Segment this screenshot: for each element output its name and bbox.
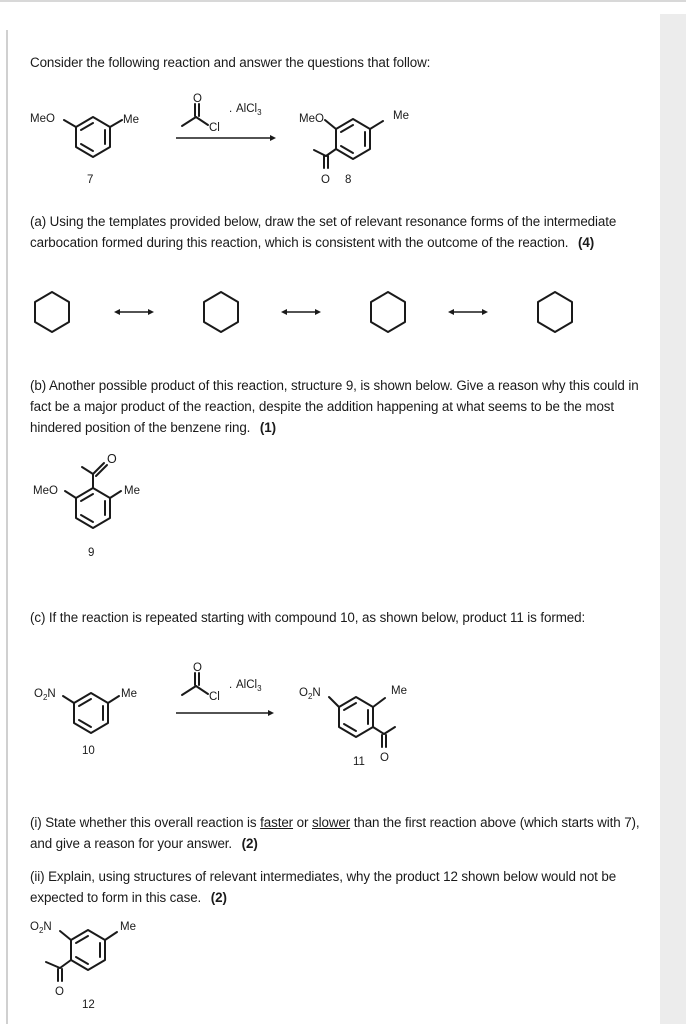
alcl-1-main: AlCl <box>236 103 258 115</box>
part-ci-marks: (2) <box>241 836 258 851</box>
acetyl-2-cl: Cl <box>209 691 220 703</box>
acetyl-chloride-2 <box>182 662 262 703</box>
compound-9 <box>33 452 140 559</box>
compound-12-label: 12 <box>82 999 95 1011</box>
compound-10-o2n <box>34 688 56 702</box>
intro-line: Consider the following reaction and answer the questions that follow: <box>30 55 431 70</box>
compound-12 <box>30 921 136 1011</box>
compound-10-label: 10 <box>82 745 95 757</box>
compound-7-meo: MeO <box>30 113 55 125</box>
compound-9-me: Me <box>124 485 140 497</box>
part-cii-marks: (2) <box>210 890 227 905</box>
part-c-question: (c) If the reaction is repeated starting with compound 10, as shown below, product 11 is formed: <box>30 610 586 625</box>
compound-9-meo: MeO <box>33 485 58 497</box>
reaction-arrow-1 <box>176 135 276 141</box>
resonance-arrow-2 <box>281 309 321 315</box>
part-ci-or: or <box>296 815 309 830</box>
compound-11-o2n <box>299 687 321 701</box>
reaction-arrow-2 <box>176 710 274 716</box>
compound-7-label: 7 <box>87 174 94 186</box>
acetyl-chloride-1 <box>182 93 262 134</box>
resonance-arrow-1 <box>114 309 154 315</box>
acetyl-1-cl: Cl <box>209 122 220 134</box>
compound-12-me: Me <box>120 921 136 933</box>
o2n-11-n: N <box>312 687 321 699</box>
compound-11-me: Me <box>391 685 407 697</box>
part-cii-question: (ii) Explain, using structures of relevant intermediates, why the product 12 shown below would not be expected to form in this case. <box>30 869 617 905</box>
o2n-11-o: O <box>299 687 308 699</box>
acetyl-1-oxygen: O <box>193 93 202 105</box>
compound-11-oxygen: O <box>380 752 389 764</box>
o2n-12-sub: 2 <box>38 926 44 935</box>
part-ci-pre: (i) State whether this overall reaction is <box>30 815 257 830</box>
template-ring-1 <box>35 292 69 332</box>
o2n-10-sub: 2 <box>42 693 48 702</box>
compound-12-oxygen: O <box>55 986 64 998</box>
alcl-2-sub: 3 <box>257 684 262 693</box>
part-a-question: (a) Using the templates provided below, draw the set of relevant resonance forms of the intermediate carbocation formed during this reaction, which is consistent with the outcome of the reaction. <box>30 214 617 250</box>
o2n-10-n: N <box>47 688 56 700</box>
compound-8 <box>299 110 409 186</box>
alcl-1-sub: 3 <box>257 108 262 117</box>
o2n-12-o: O <box>30 921 39 933</box>
compound-10-me: Me <box>121 688 137 700</box>
compound-7 <box>30 113 139 186</box>
alcl-2-main: AlCl <box>236 679 258 691</box>
compound-12-o2n <box>30 921 52 935</box>
part-a-marks: (4) <box>578 235 595 250</box>
reagent-2-alcl <box>236 679 262 693</box>
acetyl-2-oxygen: O <box>193 662 202 674</box>
resonance-arrow-3 <box>448 309 488 315</box>
compound-11-label: 11 <box>353 756 365 768</box>
compound-8-label: 8 <box>345 174 352 186</box>
reagent-2-dot: . <box>229 679 233 691</box>
o2n-12-n: N <box>43 921 52 933</box>
template-ring-4 <box>538 292 572 332</box>
compound-9-oxygen: O <box>107 452 117 466</box>
template-ring-2 <box>204 292 238 332</box>
compound-8-meo: MeO <box>299 113 324 125</box>
compound-10 <box>34 688 137 757</box>
template-ring-3 <box>371 292 405 332</box>
reagent-1-alcl <box>236 103 262 117</box>
part-b-question: (b) Another possible product of this reaction, structure 9, is shown below. Give a reason why this could in fact be a major product of the reaction, despite the addition happening at what seems to be the most hindered position of the benzene ring. <box>30 378 639 435</box>
part-b-marks: (1) <box>259 420 276 435</box>
o2n-11-sub: 2 <box>307 692 313 701</box>
compound-11 <box>299 685 407 768</box>
compound-7-me: Me <box>123 114 139 126</box>
part-ci-faster: faster <box>260 815 294 830</box>
o2n-10-o: O <box>34 688 43 700</box>
reagent-1-dot: . <box>229 103 233 115</box>
compound-9-label: 9 <box>88 547 95 559</box>
compound-8-oxygen: O <box>321 174 330 186</box>
part-ci-post: than the first reaction above (which starts with 7), and give a reason for your answer. <box>30 815 640 851</box>
resonance-templates <box>35 292 572 332</box>
part-ci-slower: slower <box>312 815 351 830</box>
compound-8-me: Me <box>393 110 409 122</box>
